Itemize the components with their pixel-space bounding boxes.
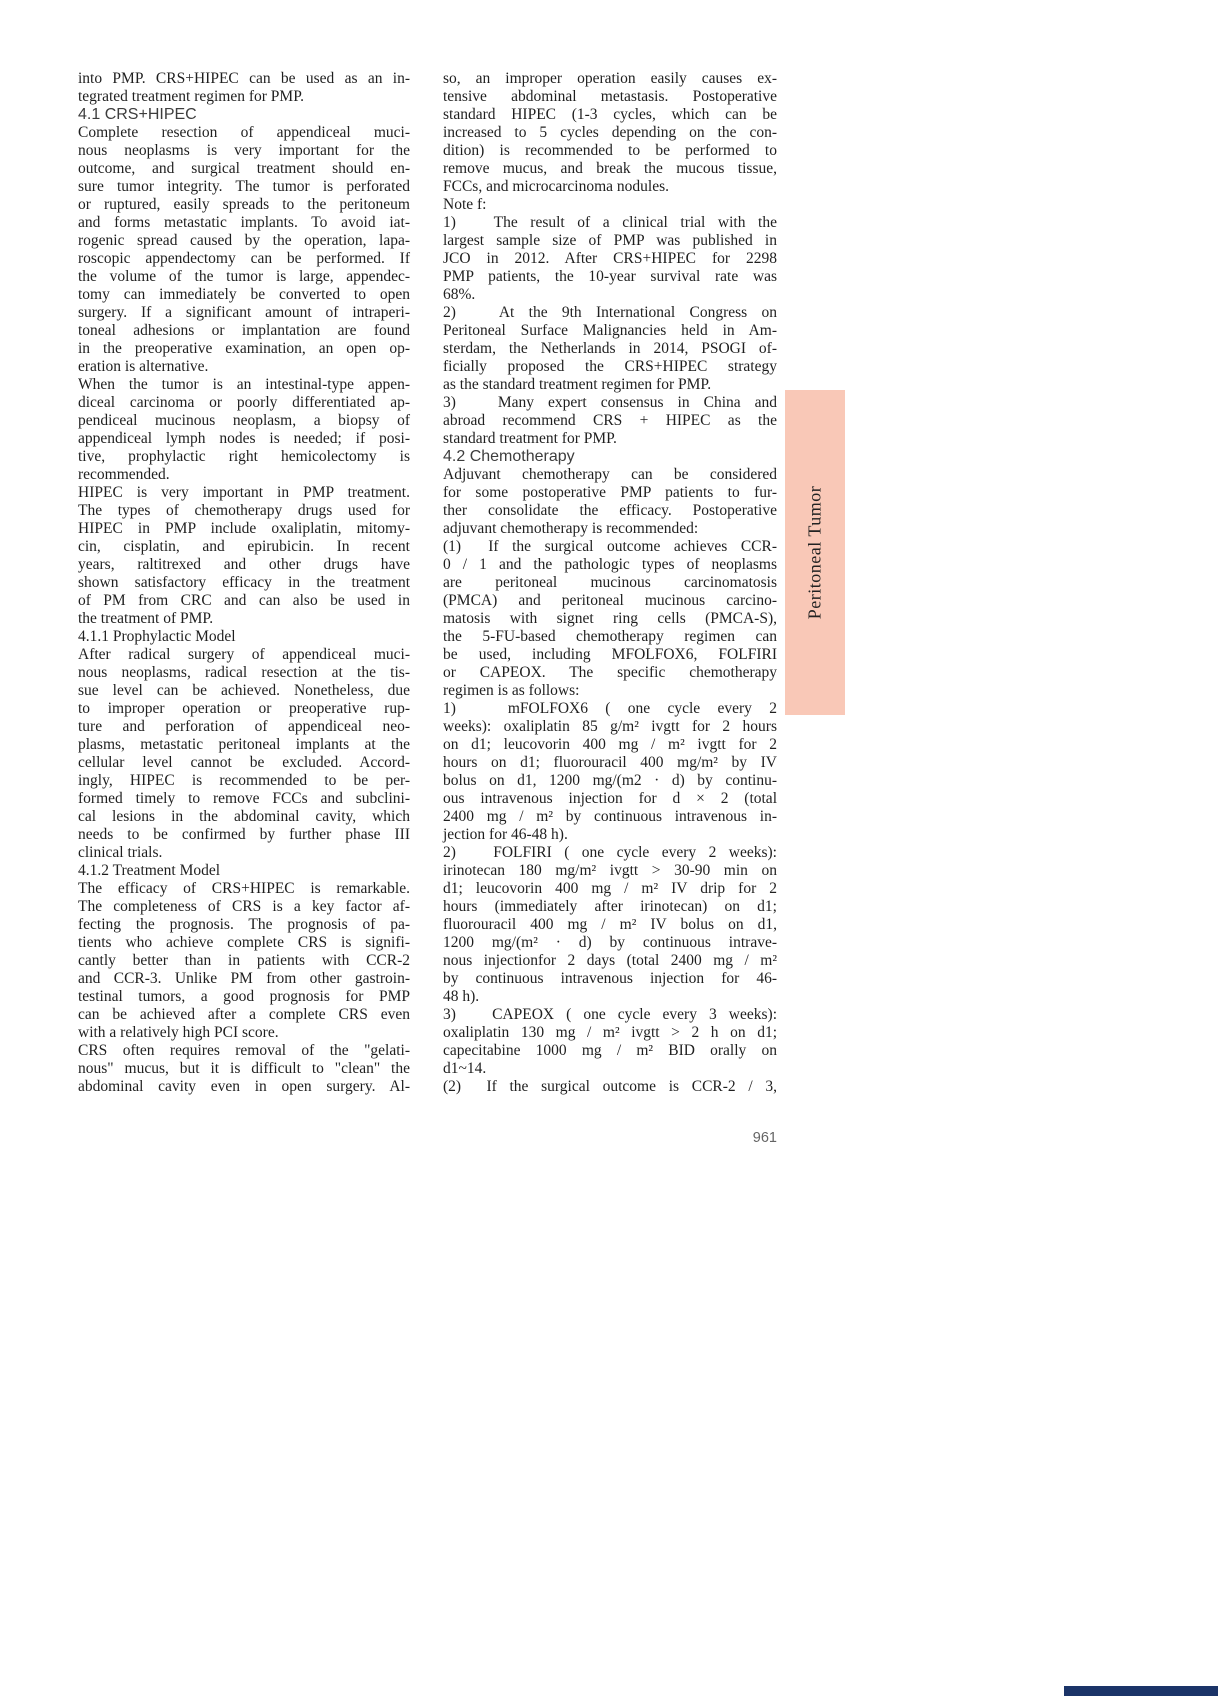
text-line: toneal adhesions or implantation are found <box>78 322 410 339</box>
text-line: HIPEC is very important in PMP treatment. <box>78 484 410 501</box>
text-line: 3) Many expert consensus in China and <box>443 394 777 411</box>
text-line: cantly better than in patients with CCR-2 <box>78 952 410 969</box>
text-line: sue level can be achieved. Nonetheless, due <box>78 682 410 699</box>
text-line: years, raltitrexed and other drugs have <box>78 556 410 573</box>
text-line: irinotecan 180 mg/m² ivgtt > 30-90 min on <box>443 862 777 879</box>
text-line: for some postoperative PMP patients to fur- <box>443 484 777 501</box>
text-line: are peritoneal mucinous carcinomatosis <box>443 574 777 591</box>
side-tab <box>785 390 845 715</box>
text-line: nous" mucus, but it is difficult to "clean" the <box>78 1060 410 1077</box>
text-column-right <box>443 70 777 1096</box>
text-line: tomy can immediately be converted to open <box>78 286 410 303</box>
text-line: 1200 mg/(m² · d) by continuous intrave- <box>443 934 777 951</box>
text-line: bolus on d1, 1200 mg/(m2 · d) by continu- <box>443 772 777 789</box>
text-line: the 5-FU-based chemotherapy regimen can <box>443 628 777 645</box>
text-line: fluorouracil 400 mg / m² IV bolus on d1, <box>443 916 777 933</box>
text-line: FCCs, and microcarcinoma nodules. <box>443 178 669 195</box>
text-line: shown satisfactory efficacy in the treatment <box>78 574 410 591</box>
text-line: ingly, HIPEC is recommended to be per- <box>78 772 410 789</box>
text-line: cin, cisplatin, and epirubicin. In recent <box>78 538 410 555</box>
text-line: and forms metastatic implants. To avoid iat- <box>78 214 410 231</box>
text-line: eration is alternative. <box>78 358 209 375</box>
text-line: tive, prophylactic right hemicolectomy is <box>78 448 410 465</box>
text-line: largest sample size of PMP was published in <box>443 232 777 249</box>
text-line: 1) The result of a clinical trial with the <box>443 214 777 231</box>
text-line: tients who achieve complete CRS is signifi- <box>78 934 410 951</box>
bottom-accent-bar <box>1064 1686 1218 1696</box>
text-line: into PMP. CRS+HIPEC can be used as an in- <box>78 70 410 87</box>
text-line: capecitabine 1000 mg / m² BID orally on <box>443 1042 777 1059</box>
text-line: When the tumor is an intestinal-type appen- <box>78 376 410 393</box>
text-line: PMP patients, the 10-year survival rate was <box>443 268 777 285</box>
text-line: recommended. <box>78 466 170 483</box>
text-line: of PM from CRC and can also be used in <box>78 592 410 609</box>
section-heading: 4.2 Chemotherapy <box>443 448 575 465</box>
text-line: The types of chemotherapy drugs used for <box>78 502 410 519</box>
text-column-left <box>78 70 410 1096</box>
text-line: 48 h). <box>443 988 480 1005</box>
text-line: the treatment of PMP. <box>78 610 214 627</box>
text-line: 3) CAPEOX ( one cycle every 3 weeks): <box>443 1006 777 1023</box>
text-line: Peritoneal Surface Malignancies held in Am- <box>443 322 777 339</box>
text-line: Note f: <box>443 196 487 213</box>
text-line: The efficacy of CRS+HIPEC is remarkable. <box>78 880 410 897</box>
text-line: in the preoperative examination, an open op- <box>78 340 410 357</box>
text-line: adjuvant chemotherapy is recommended: <box>443 520 699 537</box>
text-line: 68%. <box>443 286 476 303</box>
text-line: remove mucus, and break the mucous tissue, <box>443 160 777 177</box>
text-line: tegrated treatment regimen for PMP. <box>78 88 304 105</box>
side-tab-label: Peritoneal Tumor <box>804 485 825 620</box>
text-line: matosis with signet ring cells (PMCA-S), <box>443 610 777 627</box>
text-line: sure tumor integrity. The tumor is perforated <box>78 178 410 195</box>
text-line: roscopic appendectomy can be performed. If <box>78 250 410 267</box>
text-line: to improper operation or preoperative rup- <box>78 700 410 717</box>
text-line: (2) If the surgical outcome is CCR-2 / 3, <box>443 1078 777 1095</box>
text-line: d1; leucovorin 400 mg / m² IV drip for 2 <box>443 880 777 897</box>
text-line: appendiceal lymph nodes is needed; if posi- <box>78 430 410 447</box>
text-line: ture and perforation of appendiceal neo- <box>78 718 410 735</box>
text-line: Complete resection of appendiceal muci- <box>78 124 410 141</box>
text-line: hours on d1; fluorouracil 400 mg/m² by IV <box>443 754 777 771</box>
text-line: plasms, metastatic peritoneal implants at the <box>78 736 410 753</box>
text-line: the volume of the tumor is large, appendec- <box>78 268 410 285</box>
section-heading: 4.1 CRS+HIPEC <box>78 106 197 123</box>
text-line: or CAPEOX. The specific chemotherapy <box>443 664 777 681</box>
text-line: CRS often requires removal of the "gelati- <box>78 1042 410 1059</box>
text-line: JCO in 2012. After CRS+HIPEC for 2298 <box>443 250 777 267</box>
text-line: 2) At the 9th International Congress on <box>443 304 777 321</box>
text-line: clinical trials. <box>78 844 163 861</box>
text-line: 4.1.2 Treatment Model <box>78 862 221 879</box>
text-line: 4.1.1 Prophylactic Model <box>78 628 236 645</box>
text-line: abroad recommend CRS + HIPEC as the <box>443 412 777 429</box>
text-line: sterdam, the Netherlands in 2014, PSOGI of- <box>443 340 777 357</box>
text-line: weeks): oxaliplatin 85 g/m² ivgtt for 2 hours <box>443 718 777 735</box>
text-line: After radical surgery of appendiceal muci- <box>78 646 410 663</box>
text-line: outcome, and surgical treatment should en- <box>78 160 410 177</box>
text-line: 2) FOLFIRI ( one cycle every 2 weeks): <box>443 844 777 861</box>
text-line: regimen is as follows: <box>443 682 580 699</box>
text-line: dition) is recommended to be performed to <box>443 142 777 159</box>
text-line: by continuous intravenous injection for 46- <box>443 970 777 987</box>
text-line: tensive abdominal metastasis. Postoperative <box>443 88 777 105</box>
text-line: 0 / 1 and the pathologic types of neoplasms <box>443 556 777 573</box>
text-line: pendiceal mucinous neoplasm, a biopsy of <box>78 412 410 429</box>
text-line: nous neoplasms, radical resection at the tis- <box>78 664 410 681</box>
text-line: can be achieved after a complete CRS even <box>78 1006 410 1023</box>
text-line: d1~14. <box>443 1060 487 1077</box>
text-line: so, an improper operation easily causes ex- <box>443 70 777 87</box>
page-number: 961 <box>752 1130 777 1146</box>
text-line: HIPEC in PMP include oxaliplatin, mitomy- <box>78 520 410 537</box>
text-line: jection for 46-48 h). <box>443 826 568 843</box>
text-line: formed timely to remove FCCs and subclini- <box>78 790 410 807</box>
text-line: on d1; leucovorin 400 mg / m² ivgtt for 2 <box>443 736 777 753</box>
text-line: surgery. If a significant amount of intraperi- <box>78 304 410 321</box>
text-line: nous injectionfor 2 days (total 2400 mg / m² <box>443 952 777 969</box>
text-line: increased to 5 cycles depending on the con- <box>443 124 777 141</box>
text-line: ous intravenous injection for d × 2 (total <box>443 790 777 807</box>
text-line: be used, including MFOLFOX6, FOLFIRI <box>443 646 777 663</box>
text-line: and CCR-3. Unlike PM from other gastroin- <box>78 970 410 987</box>
text-line: (1) If the surgical outcome achieves CCR- <box>443 538 777 555</box>
text-line: oxaliplatin 130 mg / m² ivgtt > 2 h on d1; <box>443 1024 777 1041</box>
text-line: needs to be confirmed by further phase III <box>78 826 410 843</box>
text-line: 1) mFOLFOX6 ( one cycle every 2 <box>443 700 777 717</box>
text-line: testinal tumors, a good prognosis for PMP <box>78 988 410 1005</box>
text-line: as the standard treatment regimen for PMP. <box>443 376 712 393</box>
text-line: The completeness of CRS is a key factor af- <box>78 898 410 915</box>
text-line: cellular level cannot be excluded. Accord- <box>78 754 410 771</box>
text-line: or ruptured, easily spreads to the peritoneum <box>78 196 410 213</box>
text-line: ther consolidate the efficacy. Postoperative <box>443 502 777 519</box>
text-line: with a relatively high PCI score. <box>78 1024 279 1041</box>
text-line: abdominal cavity even in open surgery. Al- <box>78 1078 410 1095</box>
text-line: hours (immediately after irinotecan) on d1; <box>443 898 777 915</box>
text-line: ficially proposed the CRS+HIPEC strategy <box>443 358 777 375</box>
text-line: diceal carcinoma or poorly differentiated ap- <box>78 394 410 411</box>
text-line: standard HIPEC (1-3 cycles, which can be <box>443 106 777 123</box>
text-line: (PMCA) and peritoneal mucinous carcino- <box>443 592 777 609</box>
text-line: cal lesions in the abdominal cavity, which <box>78 808 410 825</box>
text-line: nous neoplasms is very important for the <box>78 142 410 159</box>
text-line: standard treatment for PMP. <box>443 430 617 447</box>
text-line: rogenic spread caused by the operation, lapa- <box>78 232 410 249</box>
text-line: 2400 mg / m² by continuous intravenous in- <box>443 808 777 825</box>
text-line: fecting the prognosis. The prognosis of pa- <box>78 916 410 933</box>
text-line: Adjuvant chemotherapy can be considered <box>443 466 777 483</box>
